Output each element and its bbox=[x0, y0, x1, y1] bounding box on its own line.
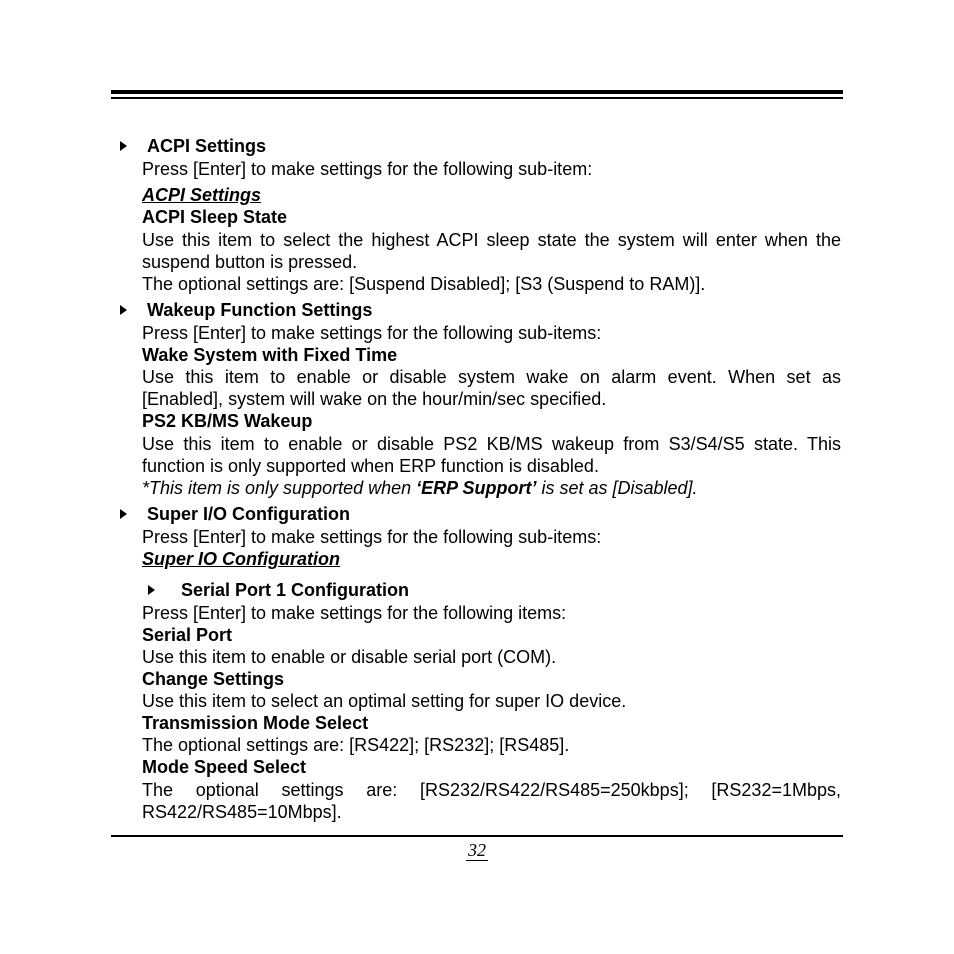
erp-note-bold: ‘ERP Support’ bbox=[416, 478, 537, 498]
wakeup-heading: Wakeup Function Settings bbox=[147, 300, 373, 320]
wakeup-intro: Press [Enter] to make settings for the following sub-items: bbox=[142, 323, 602, 343]
serial-port-title: Serial Port bbox=[142, 625, 233, 645]
footer-rule bbox=[111, 835, 843, 837]
fixed-time-line1: Use this item to enable or disable system wake on alarm event. When set as bbox=[142, 367, 841, 387]
transmission-mode-title: Transmission Mode Select bbox=[142, 713, 369, 733]
erp-note-post: is set as [Disabled]. bbox=[536, 478, 698, 498]
triangle-bullet-icon bbox=[119, 507, 129, 521]
mode-speed-line2: RS422/RS485=10Mbps]. bbox=[142, 802, 342, 822]
acpi-sleep-line2: suspend button is pressed. bbox=[142, 252, 358, 272]
superio-intro: Press [Enter] to make settings for the following sub-items: bbox=[142, 527, 602, 547]
acpi-sleep-title: ACPI Sleep State bbox=[142, 207, 288, 227]
mode-speed-line1: The optional settings are: [RS232/RS422/RS485=250kbps]; [RS232=1Mbps, bbox=[142, 780, 841, 800]
fixed-time-title: Wake System with Fixed Time bbox=[142, 345, 398, 365]
transmission-mode-line: The optional settings are: [RS422]; [RS232]; [RS485]. bbox=[142, 735, 570, 755]
page-number-text: 32 bbox=[468, 840, 486, 860]
header-rule bbox=[111, 90, 843, 100]
mode-speed-title: Mode Speed Select bbox=[142, 757, 307, 777]
acpi-submenu-title: ACPI Settings bbox=[142, 185, 262, 205]
ps2-wakeup-title: PS2 KB/MS Wakeup bbox=[142, 411, 313, 431]
superio-submenu-title: Super IO Configuration bbox=[142, 549, 340, 569]
change-settings-title: Change Settings bbox=[142, 669, 285, 689]
serial-port-intro: Press [Enter] to make settings for the following items: bbox=[142, 603, 567, 623]
fixed-time-line2: [Enabled], system will wake on the hour/min/sec specified. bbox=[142, 389, 607, 409]
triangle-bullet-icon bbox=[119, 303, 129, 317]
serial-port-heading: Serial Port 1 Configuration bbox=[181, 580, 410, 600]
acpi-heading: ACPI Settings bbox=[147, 136, 267, 156]
acpi-intro: Press [Enter] to make settings for the following sub-item: bbox=[142, 159, 593, 179]
erp-note-pre: *This item is only supported when bbox=[142, 478, 417, 498]
triangle-bullet-icon bbox=[119, 139, 129, 153]
superio-heading: Super I/O Configuration bbox=[147, 504, 350, 524]
erp-note bbox=[142, 477, 841, 499]
ps2-wakeup-line2: function is only supported when ERP function is disabled. bbox=[142, 456, 599, 476]
triangle-bullet-icon bbox=[147, 583, 157, 597]
acpi-sleep-line3: The optional settings are: [Suspend Disabled]; [S3 (Suspend to RAM)]. bbox=[142, 274, 706, 294]
ps2-wakeup-line1: Use this item to enable or disable PS2 KB/MS wakeup from S3/S4/S5 state. This bbox=[142, 434, 841, 454]
change-settings-line: Use this item to select an optimal setting for super IO device. bbox=[142, 691, 627, 711]
page-number bbox=[0, 840, 954, 861]
acpi-sleep-line1: Use this item to select the highest ACPI sleep state the system will enter when the bbox=[142, 230, 841, 250]
serial-port-line: Use this item to enable or disable serial port (COM). bbox=[142, 647, 557, 667]
